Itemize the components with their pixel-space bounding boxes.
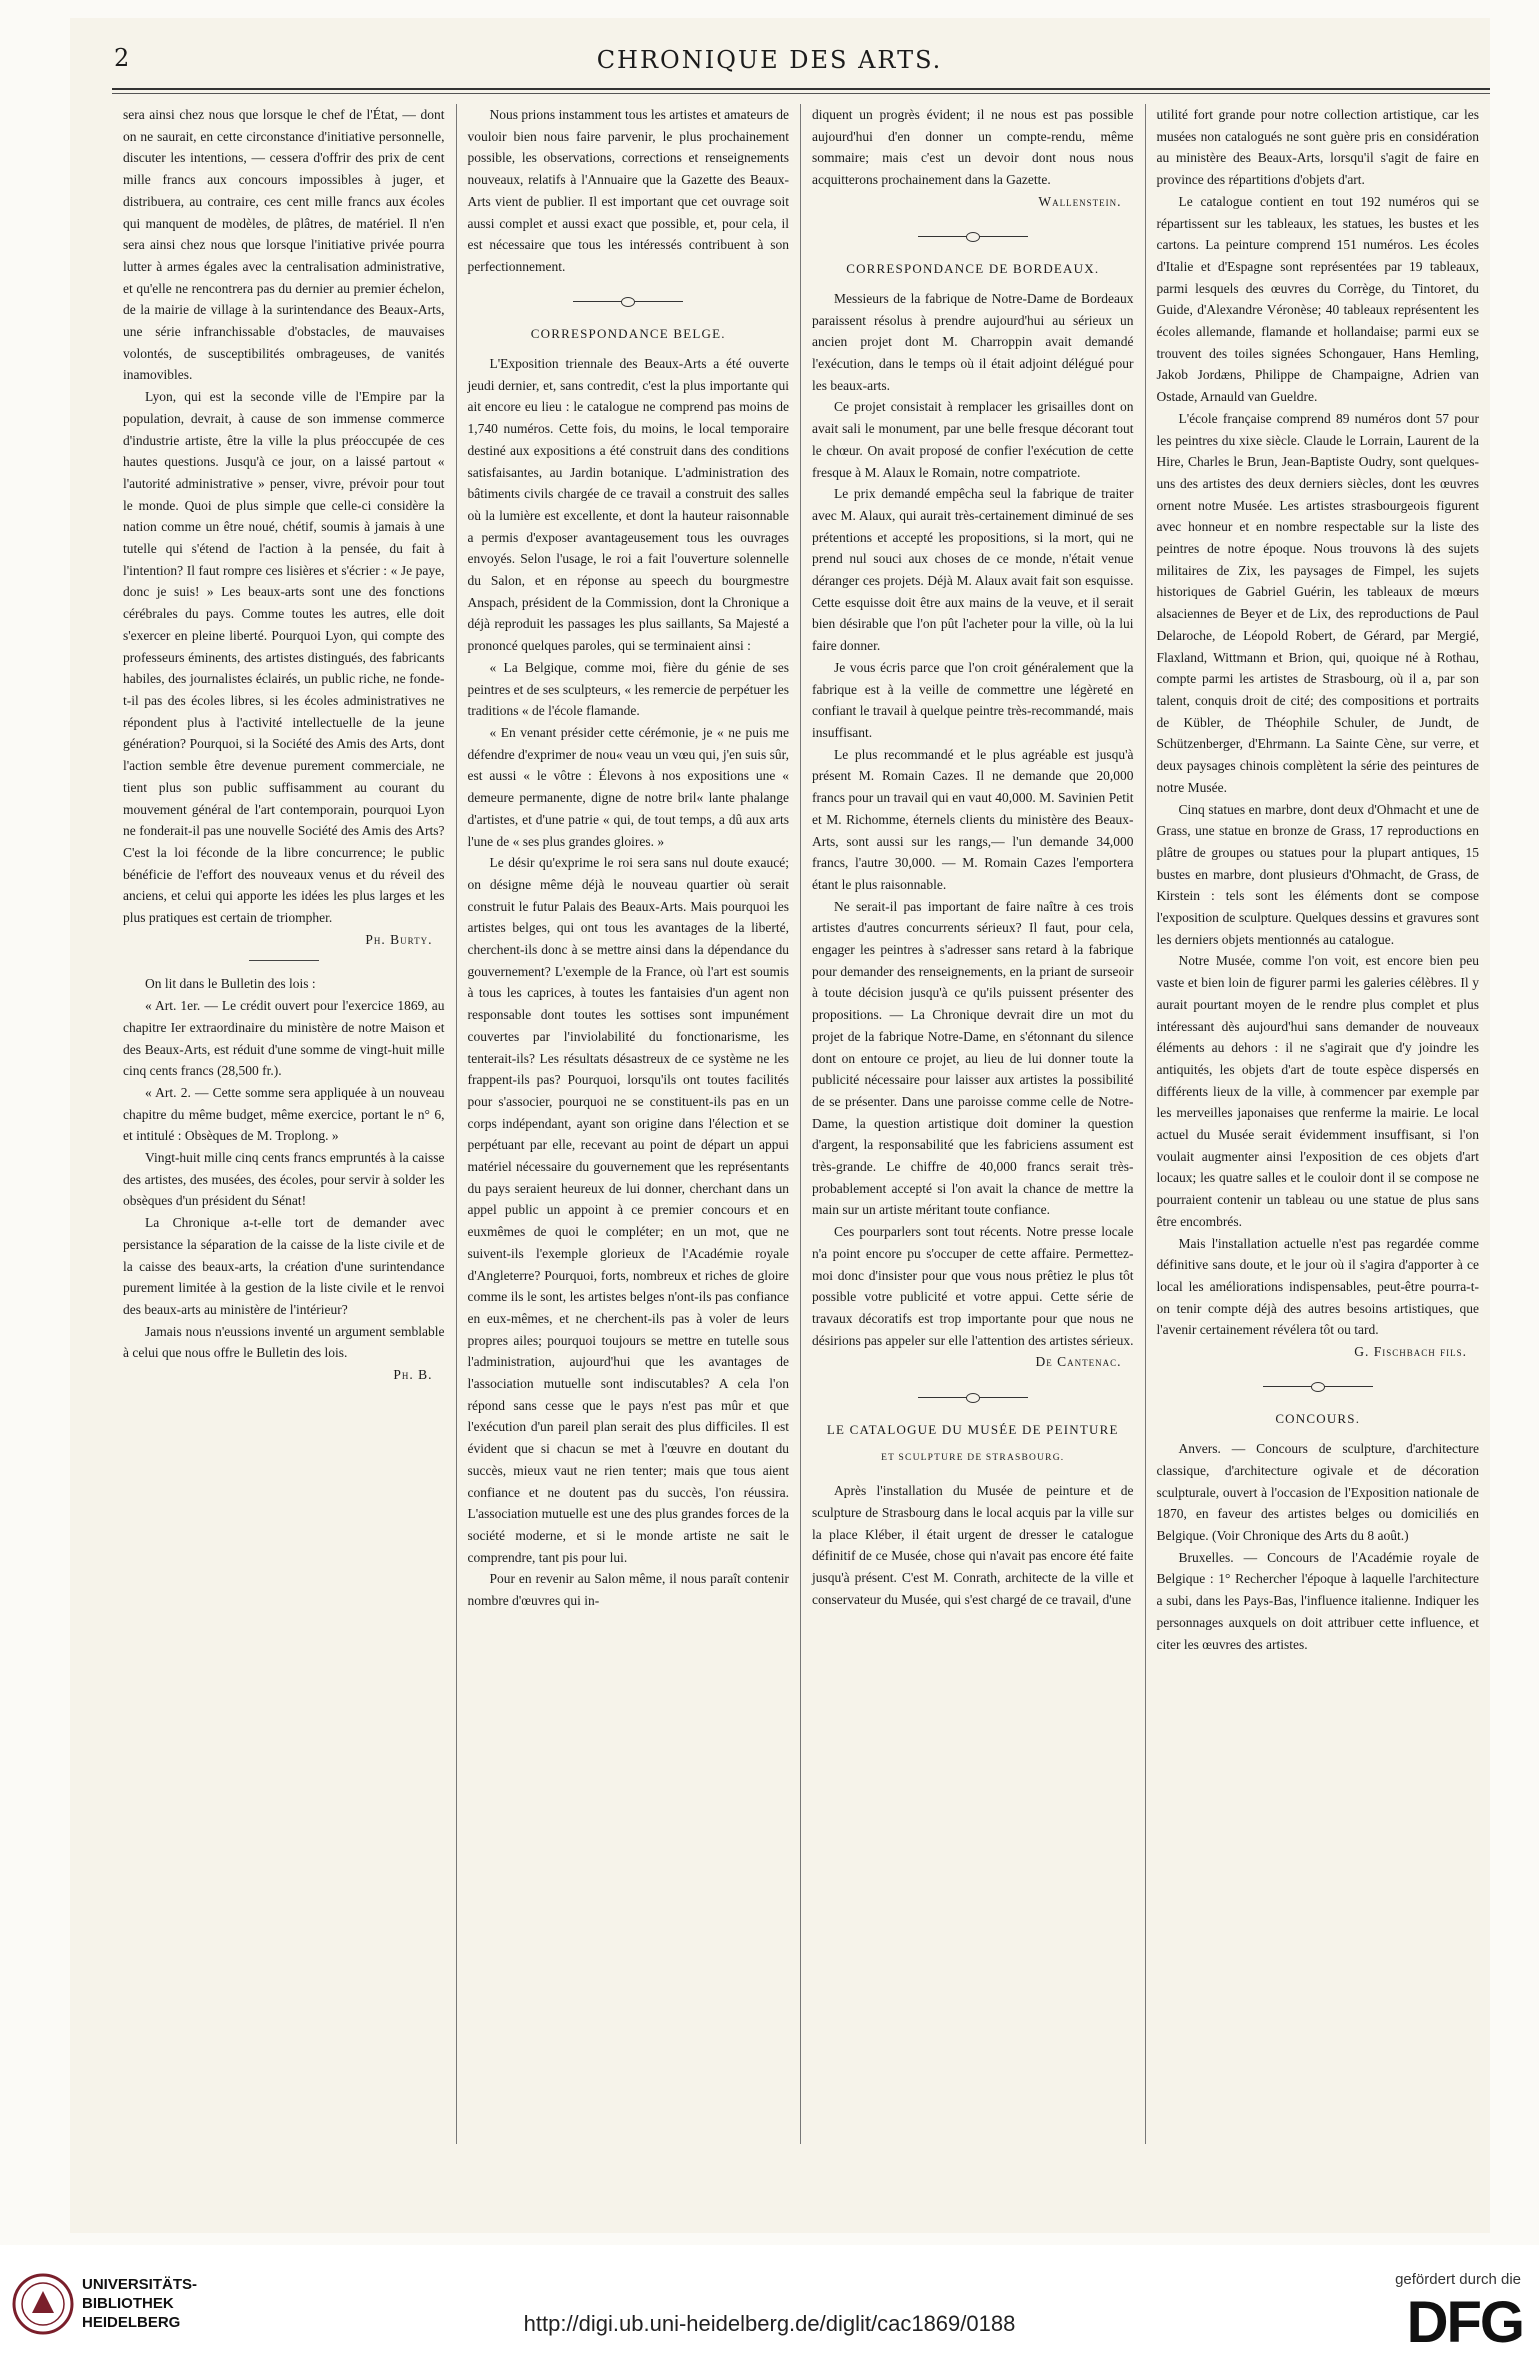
paragraph: « Art. 1er. — Le crédit ouvert pour l'exercice 1869, au chapitre Ier extraordinaire du ministère de notre Maison et des Beaux-Arts, est réduit d'une somme de vingt-huit mille cinq cents francs (28,500 fr.). — [123, 998, 445, 1079]
ornament-divider-icon — [812, 1385, 1134, 1407]
header-rule-thin — [112, 93, 1490, 94]
paragraph: Lyon, qui est la seconde ville de l'Empire par la population, devrait, à cause de son immense commerce d'industrie artiste, être la ville la plus préoccupée de ces hautes questions. Jusqu'à ce jour, on a laissé partout « l'autorité administrative » penser, vivre, prévoir pour tout le monde. Quoi de plus simple que celle-ci considère la nation comme un être noué, chétif, soumis à jamais à une tutelle qui s'étend de l'action à la pensée, du fait à l'intention? Il faut rompre ces lisières et s'écrier : « Je paye, donc je suis! » Les beaux-arts sont une des fonctions cérébrales du pays. Comme toutes les autres, elle doit s'exercer en pleine liberté. Pourquoi Lyon, qui compte des professeurs éminents, des artistes distingués, des fabricants habiles, des journalistes éclairés, un public riche, ne fonde-t-il pas des écoles libres, si les écoles administratives ne répondent plus à l'activité intellectuelle de la jeune génération? Pourquoi, si la Société des Amis des Arts, dont l'action semble être devenue purement commerciale, ne tient plus son public suffisamment au courant du mouvement général de l'art contemporain, pourquoi Lyon ne fonderait-il pas une nouvelle Société des Amis des Arts? C'est la loi féconde de la libre concurrence; le public bénéficie de l'effort des nouveaux venus et du réveil des anciens, et celui qui apporte les idées les plus larges et les plus pratiques est certain de triompher. — [123, 389, 445, 926]
author-signature: Wallenstein. — [1038, 193, 1122, 209]
paragraph: Après l'installation du Musée de peinture et de sculpture de Strasbourg dans le local acquis par la ville sur la place Kléber, il était urgent de dresser le catalogue définitif de ce Musée, chose qui n'avait pas encore été faite jusqu'à présent. C'est M. Conrath, architecte de la ville et conservateur du Musée, qui s'est chargé de ce travail, d'une — [812, 1483, 1134, 1607]
paragraph: « Art. 2. — Cette somme sera appliquée à un nouveau chapitre du même budget, même exercice, portant le n° 6, et intitulé : Obsèques de M. Troplong. » — [123, 1084, 445, 1144]
ornament-divider-icon — [812, 225, 1134, 247]
paragraph: Messieurs de la fabrique de Notre-Dame de Bordeaux paraissent résolus à prendre aujourd'hui au sérieux un ancien projet dont M. Charroppin avait demandé l'exécution, dans le temps où il était adjoint délégué pour les beaux-arts. — [812, 290, 1134, 393]
paragraph: Pour en revenir au Salon même, il nous paraît contenir nombre d'œuvres qui in- — [467, 1571, 789, 1609]
ornament-divider-icon — [1157, 1375, 1480, 1397]
university-line-2: BIBLIOTHEK — [82, 2295, 174, 2312]
paragraph: Ce projet consistait à remplacer les grisailles dont on avait sali le monument, par une belle fresque décorant tout le chœur. On avait proposé de confier l'exécution de cette fresque à M. Alaux le Romain, notre compatriote. — [812, 399, 1134, 480]
paragraph: Nous prions instamment tous les artistes et amateurs de vouloir bien nous faire parvenir, le plus prochainement possible, les observations, corrections et renseignements nouveaux, relatifs à l'Annuaire que la Gazette des Beaux-Arts vient de publier. Il est important que cet ouvrage soit aussi complet et aussi exact que possible, et, pour cela, il est nécessaire que tous les intéressés contribuent à son perfectionnement. — [467, 107, 789, 274]
funded-by-label: gefördert durch die — [1395, 2271, 1521, 2288]
paragraph: « La Belgique, comme moi, fière du génie de ses peintres et de ses sculpteurs, « les remercie de perpétuer les traditions « de l'école flamande. — [467, 659, 789, 719]
author-signature: G. Fischbach fils. — [1354, 1344, 1467, 1360]
paragraph: Je vous écris parce que l'on croit généralement que la fabrique est à la veille de commettre une légèreté en confiant le travail à quelque peintre très-recommandé, mais insuffisant. — [812, 659, 1134, 740]
author-signature: De Cantenac. — [1035, 1354, 1122, 1370]
paragraph: diquent un progrès évident; il ne nous est pas possible aujourd'hui d'en donner un compte-rendu, même sommaire; mais c'est un devoir dont nous nous acquitterons prochainement dans la Gazette. — [812, 107, 1134, 188]
header-rule — [112, 88, 1490, 90]
paragraph: Ces pourparlers sont tout récents. Notre presse locale n'a point encore pu s'occuper de cette affaire. Permettez-moi donc d'insister pour que vous nous prêtiez le plus tôt possible votre publicité et votre appui. Cette série de travaux décoratifs est trop importante pour que nous ne désirions pas appeler sur elle l'attention des artistes sérieux. — [812, 1224, 1134, 1348]
paragraph: Anvers. — Concours de sculpture, d'architecture classique, d'architecture ogivale et de décoration sculpturale, ouvert à l'occasion de l'Exposition nationale de 1870, en faveur des artistes belges ou domiciliés en Belgique. (Voir Chronique des Arts du 8 août.) — [1156, 1441, 1479, 1543]
paragraph: Le plus recommandé et le plus agréable est jusqu'à présent M. Romain Cazes. Il ne demande que 20,000 francs pour un travail qui en vaut 40,000. M. Savinien Petit et M. Richomme, éternels clients du ministère des Beaux-Arts, sont aussi sur les rangs,— l'un demande 34,000 francs, l'autre 30,000. — M. Romain Cazes l'emportera étant le plus raisonnable. — [812, 746, 1134, 892]
author-signature: Ph. B. — [393, 1367, 433, 1383]
column-4 — [1146, 104, 1491, 2144]
paragraph: Ne serait-il pas important de faire naître à ces trois artistes d'autres concurrents sérieux? Il faut, pour cela, engager les peintres à s'adresser sans retard à la fabrique pour demander des renseignements, en la priant de surseoir à toute décision jusqu'à ce qu'ils puissent présenter des propositions. — La Chronique devrait dire un mot du projet de la fabrique Notre-Dame, en s'étonnant du silence dont on entoure ce projet, au lieu de lui donner toute la publicité nécessaire pour laisser aux artistes la possibilité de se présenter. Dans une paroisse comme celle de Notre-Dame, la question artistique doit dominer la question d'argent, la responsabilité que les fabriciens assument est très-grande. Le chiffre de 40,000 francs serait très-probablement accepté si l'on avait la chance de mettre la main sur un artiste méritant toute confiance. — [812, 898, 1134, 1218]
section-heading: CONCOURS. — [1275, 1411, 1361, 1427]
column-2 — [457, 104, 802, 2144]
paragraph: sera ainsi chez nous que lorsque le chef de l'État, — dont on ne saurait, en cette circonstance d'initiative personnelle, discuter les intentions, — cessera d'offrir des prix de cent mille francs aux concours impossibles à juger, et distribuera, au contraire, ces cent mille francs aux écoles qui manquent de modèles, de plâtres, de matériel. Il n'en sera ainsi chez nous que lorsque l'initiative privée pourra lutter à armes égales avec la centralisation administrative, et qu'elle ne rencontrera pas du dernier au premier échelon, de la mairie de village à la surintendance des Beaux-Arts, une série infranchissable d'obstacles, de mauvaises volontés, de susceptibilités ombrageuses, de vanités inamovibles. — [123, 107, 445, 383]
author-signature: Ph. Burty. — [365, 931, 433, 947]
paragraph: utilité fort grande pour notre collection artistique, car les musées non catalogués ne sont guère pris en considération au ministère des Beaux-Arts, lorsqu'il s'agit de faire en province des répartitions d'objets d'art. — [1156, 107, 1479, 188]
paragraph: Notre Musée, comme l'on voit, est encore bien peu vaste et bien loin de figurer parmi les galeries célèbres. Il y aurait pourtant moyen de le rendre plus complet et plus intéressant dès aujourd'hui sans demander de nouveaux éléments au dehors : il ne s'agirait que d'y joindre les antiquités, les objets d'art de toute espèce dispersés en différents lieux de la ville, à commencer par exemple par les merveilles japonaises que renferme la mairie. Le local actuel du Musée serait évidemment insuffisant, si l'on voulait augmenter ainsi l'exposition de ces objets d'art locaux; les quatre salles et le couloir dont il se compose ne pourraient contenir un tableau ou une statue de plus sans être encombrés. — [1156, 953, 1479, 1229]
paragraph: Mais l'installation actuelle n'est pas regardée comme définitive sans doute, et le jour où il s'agira d'apporter à ce local les améliorations indispensables, peut-être pourra-t-on tenir compte déjà des autres besoins artistiques, que l'avenir certainement révélera tôt ou tard. — [1156, 1235, 1479, 1338]
paragraph: Jamais nous n'eussions inventé un argument semblable à celui que nous offre le Bulletin des lois. — [123, 1323, 445, 1361]
page-number: 2 — [114, 44, 130, 72]
paragraph: Le catalogue contient en tout 192 numéros qui se répartissent sur les tableaux, les statues, les bustes et les cartons. La peinture comprend 151 numéros. Les écoles d'Italie et d'Espagne sont représentées par 19 tableaux, parmi lesquels des œuvres du Corrège, du Tintoret, du Guide, d'Alexandre Véronèse; 40 tableaux représentent les écoles allemande, flamande et hollandaise; parmi eux se trouvent des toiles signées Schongauer, Hans Hemling, Jakob Jordæns, Philippe de Champaigne, Adrien van Ostade, Arnauld van Gueldre. — [1156, 193, 1479, 405]
source-url-link[interactable]: http://digi.ub.uni-heidelberg.de/diglit/cac1869/0188 — [523, 2311, 1016, 2336]
column-3 — [801, 104, 1146, 2144]
paragraph: La Chronique a-t-elle tort de demander avec persistance la séparation de la caisse de la liste civile et de la caisse des beaux-arts, la création d'une surintendance purement limitée à la gestion de la liste civile et le renvoi des beaux-arts au ministère de l'intérieur? — [123, 1215, 445, 1317]
university-line-3: HEIDELBERG — [82, 2314, 181, 2331]
text-columns — [112, 104, 1490, 2144]
paragraph: L'école française comprend 89 numéros dont 57 pour les peintres du xixe siècle. Claude le Lorrain, Laurent de la Hire, Charles le Brun, Jean-Baptiste Oudry, sont quelques-uns des artistes des deux derniers siècles, dont les œuvres ornent notre Musée. Les artistes strasbourgeois figurent avec honneur et en nombre respectable sur la liste des peintres de notre époque. Nous trouvons là des sujets militaires de Zix, les paysages de Fimpel, les sujets historiques de Gabriel Guérin, les tableaux de mœurs alsaciennes de Beyer et de Lix, des reproductions de Paul Delaroche, de Léopold Robert, de Gérard, par Mergié, Flaxland, Wittmann et Brion, qui, quoique né à Rothau, compte parmi les artistes de Strasbourg, où il a, par son talent, conquis droit de cité; des compositions et portraits de Kübler, de Théophile Schuler, de Jundt, de Schützenberger, d'Ehrmann. La Sainte Cène, sur verre, et deux paysages chinois complètent la série des peintures de notre Musée. — [1156, 410, 1479, 795]
section-subheading: ET SCULPTURE DE STRASBOURG. — [881, 1453, 1065, 1464]
footer-bar — [0, 2245, 1539, 2360]
running-title: CHRONIQUE DES ARTS. — [596, 46, 943, 74]
section-divider — [249, 960, 319, 961]
section-heading: CORRESPONDANCE DE BORDEAUX. — [846, 261, 1100, 277]
ornament-divider-icon — [468, 290, 790, 312]
paragraph: « En venant présider cette cérémonie, je « ne puis me défendre d'exprimer de nou« veau un vœu qui, j'en suis sûr, est aussi « le vôtre : Élevons à nos expositions une « demeure permanente, digne de notre bril« lante phalange d'artistes, et d'une patrie « qui, de tout temps, a dû aux arts l'une de « ses plus grandes gloires. » — [467, 724, 789, 849]
paragraph: Le désir qu'exprime le roi sera sans nul doute exaucé; on désigne même déjà le nouveau quartier où serait construit le futur Palais des Beaux-Arts. Mais pourquoi les artistes belges, qui ont tous les avantages de la liberté, cherchent-ils donc à se mettre ainsi dans la dépendance du gouvernement? L'exemple de la France, où l'art est soumis à tous les caprices, à toutes les fantaisies d'un agent non responsable dont toutes les sottises sont impunément couvertes par l'inviolabilité du fonctionarisme, les tenterait-ils? Les résultats désastreux de ce système ne les frappent-ils pas? Pourquoi, lorsqu'ils ont toutes facilités pour s'associer, pourquoi ne se constituent-ils pas en un corps indépendant, ayant son origine dans l'élection et se perpétuant par elle, recevant au point de départ un appui matériel nécessaire du gouvernement que les représentants du pays seraient heureux de lui donner, cherchant dans un appel public un appoint à ce premier concours et en euxmêmes de quoi le compléter; en un mot, que ne suivent-ils l'exemple glorieux de l'Académie royale d'Angleterre? Pourquoi, forts, nombreux et riches de gloire comme ils le sont, les artistes belges n'ont-ils pas confiance en eux-mêmes, et ne cherchent-ils pas à voler de leurs propres ailes; pourquoi toujours se mettre en tutelle sous l'administration, aujourd'hui que les avantages de l'association mutuelle sont indiscutables? A cela l'on répond sans cesse que le pays n'est pas mûr et que l'exécution d'un pareil plan serait des plus difficiles. Il est évident que si chacun se met à l'œuvre en doutant du succès, mieux vaut ne rien tenter; mais que tous aient confiance et ne doutent pas du succès, l'on réussira. L'association mutuelle est une des plus grandes forces de la société moderne, et si le monde artiste ne sait le comprendre, tant pis pour lui. — [467, 855, 789, 1565]
paragraph: Bruxelles. — Concours de l'Académie royale de Belgique : 1° Rechercher l'époque à laquelle l'architecture a subi, dans les Pays-Bas, l'influence italienne. Indiquer les personnages auxquels on doit attribuer cette influence, et citer les œuvres des artistes. — [1156, 1549, 1479, 1652]
paragraph: On lit dans le Bulletin des lois : — [145, 976, 316, 992]
paragraph: Vingt-huit mille cinq cents francs empruntés à la caisse des artistes, des musées, des écoles, pour servir à solder les obsèques d'un président du Sénat! — [123, 1150, 445, 1209]
section-heading: LE CATALOGUE DU MUSÉE DE PEINTURE — [826, 1421, 1119, 1437]
dfg-logo: DFG — [1406, 2290, 1523, 2355]
university-line-1: UNIVERSITÄTS- — [82, 2276, 198, 2293]
paragraph: Cinq statues en marbre, dont deux d'Ohmacht et une de Grass, une statue en bronze de Grass, 17 reproductions en plâtre de groupes ou statues pour la plupart antiques, 15 bustes en marbre, dont plusieurs d'Ohmacht, de Grass, de Kirstein : tels sont les éléments dont se compose l'exposition de sculpture. Quelques dessins et gravures sont les derniers objets mentionnés au catalogue. — [1156, 801, 1479, 947]
section-heading: CORRESPONDANCE BELGE. — [530, 326, 726, 342]
paragraph: Le prix demandé empêcha seul la fabrique de traiter avec M. Alaux, qui aurait très-certainement diminué de ses prétentions et accepté les propositions, si la mort, qui ne prend nul souci aux choses de ce monde, n'était venue déranger ces projets. Déjà M. Alaux avait fait son esquisse. Cette esquisse doit être aux mains de la veuve, et il serait bien désirable que l'on pût l'acheter pour la ville, où la lui faire donner. — [812, 486, 1134, 654]
paragraph: L'Exposition triennale des Beaux-Arts a été ouverte jeudi dernier, et, sans contredit, c'est la plus importante qui ait encore eu lieu : le catalogue ne comprend pas moins de 1,740 numéros. Cette fois, du moins, le local temporaire destiné aux expositions a été construit dans des conditions satisfaisantes, au Jardin botanique. L'administration des bâtiments civils chargée de ce travail a construit des salles où la lumière est excellente, et dont la hauteur raisonnable a permis d'exposer avantageusement tous les ouvrages envoyés. Selon l'usage, le roi a fait l'ouverture solennelle du Salon, et en réponse au speech du bourgmestre Anspach, président de la Commission, dont la Chronique a déjà reproduit les passages les plus saillants, Sa Majesté a prononcé quelques paroles, qui se terminaient ainsi : — [467, 356, 789, 654]
column-1 — [112, 104, 457, 2144]
